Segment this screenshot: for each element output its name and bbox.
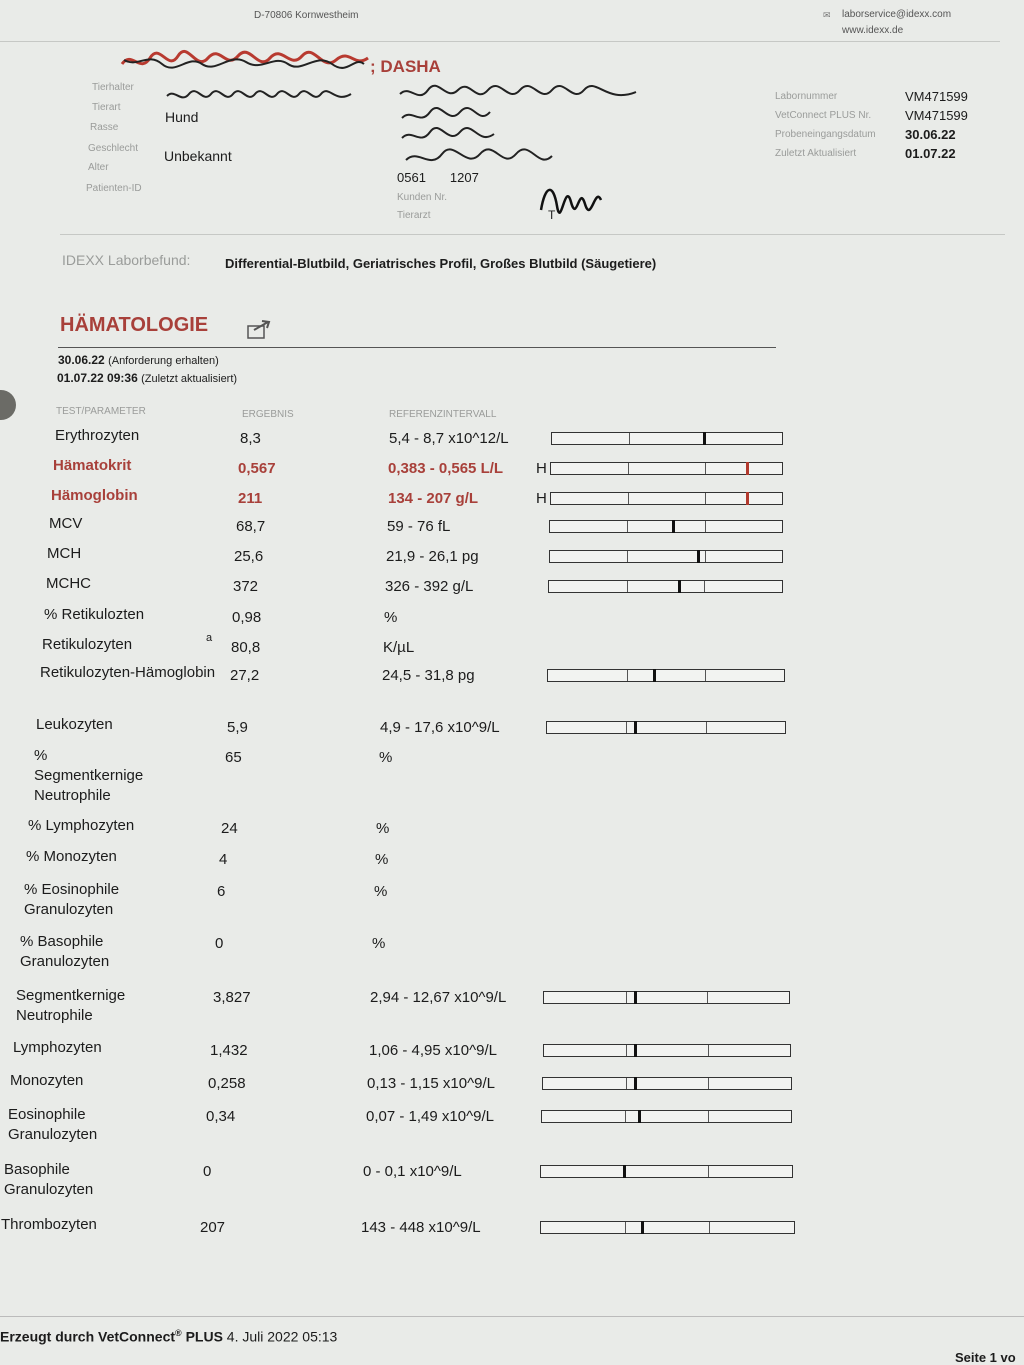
- header-rule: [60, 234, 1005, 235]
- letterhead-website: www.idexx.de: [842, 25, 904, 36]
- range-divider: [627, 551, 628, 562]
- breed-label: Rasse: [90, 122, 119, 133]
- range-divider: [705, 551, 706, 562]
- param-name: Retikulozyten: [42, 636, 133, 653]
- sex-value: Unbekannt: [164, 148, 232, 164]
- result-value: 207: [200, 1219, 226, 1236]
- range-divider: [708, 1078, 709, 1089]
- range-bar: [540, 1221, 795, 1234]
- result-value: 24: [221, 820, 238, 837]
- param-name: Lymphozyten: [13, 1039, 102, 1056]
- range-divider: [628, 493, 629, 504]
- col-ref-header: REFERENZINTERVALL: [389, 409, 497, 420]
- param-name: Hämatokrit: [53, 457, 132, 474]
- sex-label: Geschlecht: [88, 143, 139, 154]
- high-flag: H: [536, 490, 547, 507]
- reference-interval: 134 - 207 g/L: [388, 490, 479, 507]
- range-bar: [542, 1077, 792, 1090]
- range-divider: [627, 670, 628, 681]
- reference-interval: 21,9 - 26,1 pg: [386, 548, 479, 565]
- received-label: Probeneingangsdatum: [775, 129, 876, 140]
- range-divider: [708, 1166, 709, 1177]
- footnote-marker: a: [206, 632, 213, 644]
- mail-icon: ✉: [823, 10, 831, 20]
- date-updated: 01.07.22 09:36 (Zuletzt aktualisiert): [57, 371, 238, 385]
- reference-interval: 0,07 - 1,49 x10^9/L: [366, 1108, 494, 1125]
- param-name: % Monozyten: [26, 848, 117, 865]
- clinic-phone: 0561 1207: [397, 170, 479, 185]
- reference-interval: 24,5 - 31,8 pg: [382, 667, 475, 684]
- value-marker: [653, 669, 656, 682]
- letterhead-email: laborservice@idexx.com: [842, 9, 952, 20]
- result-value: 0,567: [238, 460, 276, 477]
- result-value: 27,2: [230, 667, 260, 684]
- letterhead-address: D-70806 Kornwestheim: [254, 10, 359, 21]
- lab-number-label: Labornummer: [775, 91, 838, 102]
- patient-id-label: Patienten-ID: [86, 183, 142, 194]
- range-divider: [626, 992, 627, 1003]
- range-divider: [626, 722, 627, 733]
- range-divider: [708, 1045, 709, 1056]
- range-bar: [543, 991, 790, 1004]
- range-divider: [626, 1045, 627, 1056]
- redaction-scribble: [118, 46, 378, 76]
- param-name: % Segmentkernige Neutrophile: [34, 747, 144, 804]
- range-divider: [705, 463, 706, 474]
- redaction-scribble: [165, 86, 355, 106]
- result-value: 65: [225, 749, 242, 766]
- species-value: Hund: [165, 109, 199, 125]
- range-divider: [625, 1222, 626, 1233]
- section-rule: [58, 347, 776, 348]
- reference-interval: 1,06 - 4,95 x10^9/L: [369, 1042, 497, 1059]
- param-name: MCH: [47, 545, 82, 562]
- range-bar: [550, 462, 783, 475]
- result-value: 6: [217, 883, 226, 900]
- param-name: Thrombozyten: [1, 1216, 97, 1233]
- param-name: Basophile Granulozyten: [4, 1161, 94, 1198]
- share-icon[interactable]: [246, 318, 274, 340]
- result-value: 25,6: [234, 548, 264, 565]
- result-value: 211: [238, 490, 263, 507]
- value-marker: [672, 520, 675, 533]
- vetconnect-value: VM471599: [905, 108, 968, 123]
- range-bar: [546, 721, 786, 734]
- high-flag: H: [536, 460, 547, 477]
- param-name: Hämoglobin: [51, 487, 138, 504]
- result-value: 8,3: [240, 430, 261, 447]
- result-value: 5,9: [227, 719, 248, 736]
- reference-interval: %: [372, 935, 386, 952]
- range-bar: [549, 550, 783, 563]
- reference-interval: 326 - 392 g/L: [385, 578, 474, 595]
- range-bar: [540, 1165, 793, 1178]
- page-number: Seite 1 vo: [955, 1350, 1016, 1365]
- param-name: Eosinophile Granulozyten: [8, 1106, 98, 1143]
- param-name: Leukozyten: [36, 716, 113, 733]
- reference-interval: 0 - 0,1 x10^9/L: [363, 1163, 462, 1180]
- range-divider: [708, 1111, 709, 1122]
- param-name: Segmentkernige Neutrophile: [16, 987, 126, 1024]
- reference-interval: 143 - 448 x10^9/L: [361, 1219, 481, 1236]
- reference-interval: %: [376, 820, 390, 837]
- date-received: 30.06.22 (Anforderung erhalten): [58, 353, 219, 367]
- reference-interval: %: [379, 749, 393, 766]
- range-bar: [549, 520, 783, 533]
- updated-label: Zuletzt Aktualisiert: [775, 148, 857, 159]
- range-divider: [707, 992, 708, 1003]
- section-title: HÄMATOLOGIE: [60, 314, 209, 336]
- customer-no-label: Kunden Nr.: [397, 192, 448, 203]
- value-marker: [634, 1044, 637, 1057]
- range-divider: [705, 521, 706, 532]
- range-bar: [547, 669, 785, 682]
- range-divider: [705, 493, 706, 504]
- param-name: MCV: [49, 515, 83, 532]
- result-value: 0,34: [206, 1108, 236, 1125]
- range-divider: [628, 463, 629, 474]
- range-divider: [629, 433, 630, 444]
- range-divider: [627, 581, 628, 592]
- result-value: 4: [219, 851, 228, 868]
- updated-value: 01.07.22: [905, 146, 956, 161]
- result-value: 1,432: [210, 1042, 248, 1059]
- range-bar: [543, 1044, 791, 1057]
- range-bar: [541, 1110, 792, 1123]
- param-name: Erythrozyten: [55, 427, 140, 444]
- redaction-scribble: [396, 82, 646, 182]
- reference-interval: K/µL: [383, 639, 415, 656]
- letterhead-rule: [0, 41, 1000, 42]
- param-name: % Retikulozten: [44, 606, 145, 623]
- species-label: Tierart: [92, 102, 121, 113]
- result-value: 0,98: [232, 609, 262, 626]
- result-value: 0: [203, 1163, 212, 1180]
- value-marker: [634, 721, 637, 734]
- value-marker: [638, 1110, 641, 1123]
- result-value: 372: [233, 578, 259, 595]
- vet-initial: T: [548, 208, 556, 222]
- range-divider: [626, 1078, 627, 1089]
- reference-interval: 4,9 - 17,6 x10^9/L: [380, 719, 500, 736]
- reference-interval: %: [375, 851, 389, 868]
- value-marker: [678, 580, 681, 593]
- received-value: 30.06.22: [905, 127, 956, 142]
- result-value: 3,827: [213, 989, 251, 1006]
- range-bar: [548, 580, 783, 593]
- signature-scribble: [535, 176, 605, 220]
- result-value: 0,258: [208, 1075, 246, 1092]
- reference-interval: 59 - 76 fL: [387, 518, 451, 535]
- reference-interval: 2,94 - 12,67 x10^9/L: [370, 989, 507, 1006]
- param-name: % Basophile Granulozyten: [20, 933, 110, 970]
- col-result-header: ERGEBNIS: [242, 409, 294, 420]
- footer-generated: Erzeugt durch VetConnect® PLUS 4. Juli 2022 05:13: [0, 1328, 338, 1345]
- range-divider: [706, 722, 707, 733]
- owner-label: Tierhalter: [92, 82, 134, 93]
- param-name: MCHC: [46, 575, 91, 592]
- range-bar: [551, 432, 783, 445]
- value-marker: [623, 1165, 626, 1178]
- value-marker: [746, 462, 749, 475]
- value-marker: [634, 1077, 637, 1090]
- value-marker: [703, 432, 706, 445]
- range-bar: [550, 492, 783, 505]
- reference-interval: 0,13 - 1,15 x10^9/L: [367, 1075, 495, 1092]
- reference-interval: %: [384, 609, 398, 626]
- value-marker: [697, 550, 700, 563]
- vet-label: Tierarzt: [397, 210, 431, 221]
- patient-name: ; DASHA: [370, 57, 441, 76]
- param-name: Monozyten: [10, 1072, 84, 1089]
- param-name: Retikulozyten-Hämoglobin: [40, 664, 216, 681]
- col-param-header: TEST/PARAMETER: [56, 406, 146, 417]
- binder-hole: [0, 390, 16, 420]
- range-divider: [627, 521, 628, 532]
- reference-interval: %: [374, 883, 388, 900]
- result-value: 0: [215, 935, 224, 952]
- value-marker: [634, 991, 637, 1004]
- report-title: Differential-Blutbild, Geriatrisches Profil, Großes Blutbild (Säugetiere): [225, 256, 657, 271]
- range-divider: [625, 1111, 626, 1122]
- param-name: % Lymphozyten: [28, 817, 135, 834]
- param-name: % Eosinophile Granulozyten: [24, 881, 120, 918]
- reference-interval: 0,383 - 0,565 L/L: [388, 460, 504, 477]
- range-divider: [705, 670, 706, 681]
- age-label: Alter: [88, 162, 109, 173]
- vetconnect-label: VetConnect PLUS Nr.: [775, 110, 872, 121]
- reference-interval: 5,4 - 8,7 x10^12/L: [389, 430, 509, 447]
- lab-number-value: VM471599: [905, 89, 968, 104]
- range-divider: [704, 581, 705, 592]
- value-marker: [746, 492, 749, 505]
- footer-rule: [0, 1316, 1024, 1317]
- value-marker: [641, 1221, 644, 1234]
- result-value: 68,7: [236, 518, 266, 535]
- report-label: IDEXX Laborbefund:: [62, 252, 191, 268]
- range-divider: [709, 1222, 710, 1233]
- result-value: 80,8: [231, 639, 261, 656]
